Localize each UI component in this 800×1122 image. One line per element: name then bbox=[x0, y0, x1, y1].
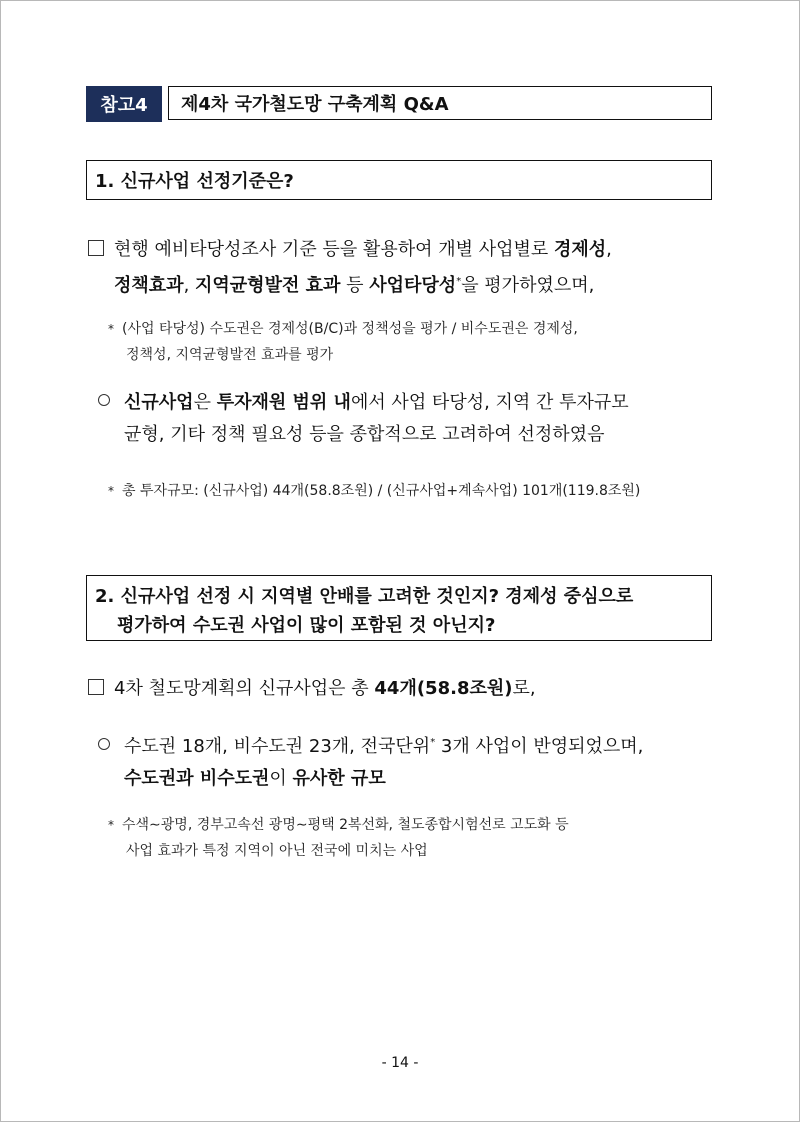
question-2-box bbox=[86, 575, 712, 641]
q1-answer-paragraph-2: 신규사업은 투자재원 범위 내에서 사업 타당성, 지역 간 투자규모 균형, 기타 정책 필요성 등을 종합적으로 고려하여 선정하였음 bbox=[98, 387, 728, 451]
square-bullet-icon bbox=[88, 240, 104, 256]
asterisk-icon: * bbox=[108, 818, 114, 832]
q2-answer-paragraph-1: 4차 철도망계획의 신규사업은 총 44개(58.8조원)로, bbox=[88, 673, 728, 705]
question-2-line-1: 2. 신규사업 선정 시 지역별 안배를 고려한 것인지? 경제성 중심으로 bbox=[95, 586, 634, 607]
circle-bullet-icon bbox=[98, 394, 110, 406]
q2-answer-paragraph-2: 수도권 18개, 비수도권 23개, 전국단위* 3개 사업이 반영되었으며, 수도권과 비수도권이 유사한 규모 bbox=[98, 727, 728, 795]
q1-footnote-2: * 총 투자규모: (신규사업) 44개(58.8조원) / (신규사업+계속사업) 101개(119.8조원) bbox=[108, 483, 641, 499]
question-2-line-2: 평가하여 수도권 사업이 많이 포함된 것 아닌지? bbox=[117, 615, 496, 636]
asterisk-icon: * bbox=[108, 484, 114, 498]
q1-footnote-1: * (사업 타당성) 수도권은 경제성(B/C)과 정책성을 평가 / 비수도권은 경제성, 정책성, 지역균형발전 효과를 평가 bbox=[108, 321, 578, 363]
square-bullet-icon bbox=[88, 679, 104, 695]
page-title: 제4차 국가철도망 구축계획 Q&A bbox=[168, 86, 712, 120]
circle-bullet-icon bbox=[98, 738, 110, 750]
reference-badge: 참고4 bbox=[86, 86, 162, 122]
page-number: - 14 - bbox=[381, 1055, 419, 1071]
asterisk-icon: * bbox=[108, 322, 114, 336]
question-1-text: 1. 신규사업 선정기준은? bbox=[95, 171, 294, 192]
q1-answer-paragraph-1: 현행 예비타당성조사 기준 등을 활용하여 개별 사업별로 경제성, 정책효과, 지역균형발전 효과 등 사업타당성*을 평가하였으며, bbox=[88, 234, 728, 302]
question-1-box bbox=[86, 160, 712, 200]
q2-footnote: * 수색∼광명, 경부고속선 광명∼평택 2복선화, 철도종합시험선로 고도화 등 사업 효과가 특정 지역이 아닌 전국에 미치는 사업 bbox=[108, 817, 569, 859]
